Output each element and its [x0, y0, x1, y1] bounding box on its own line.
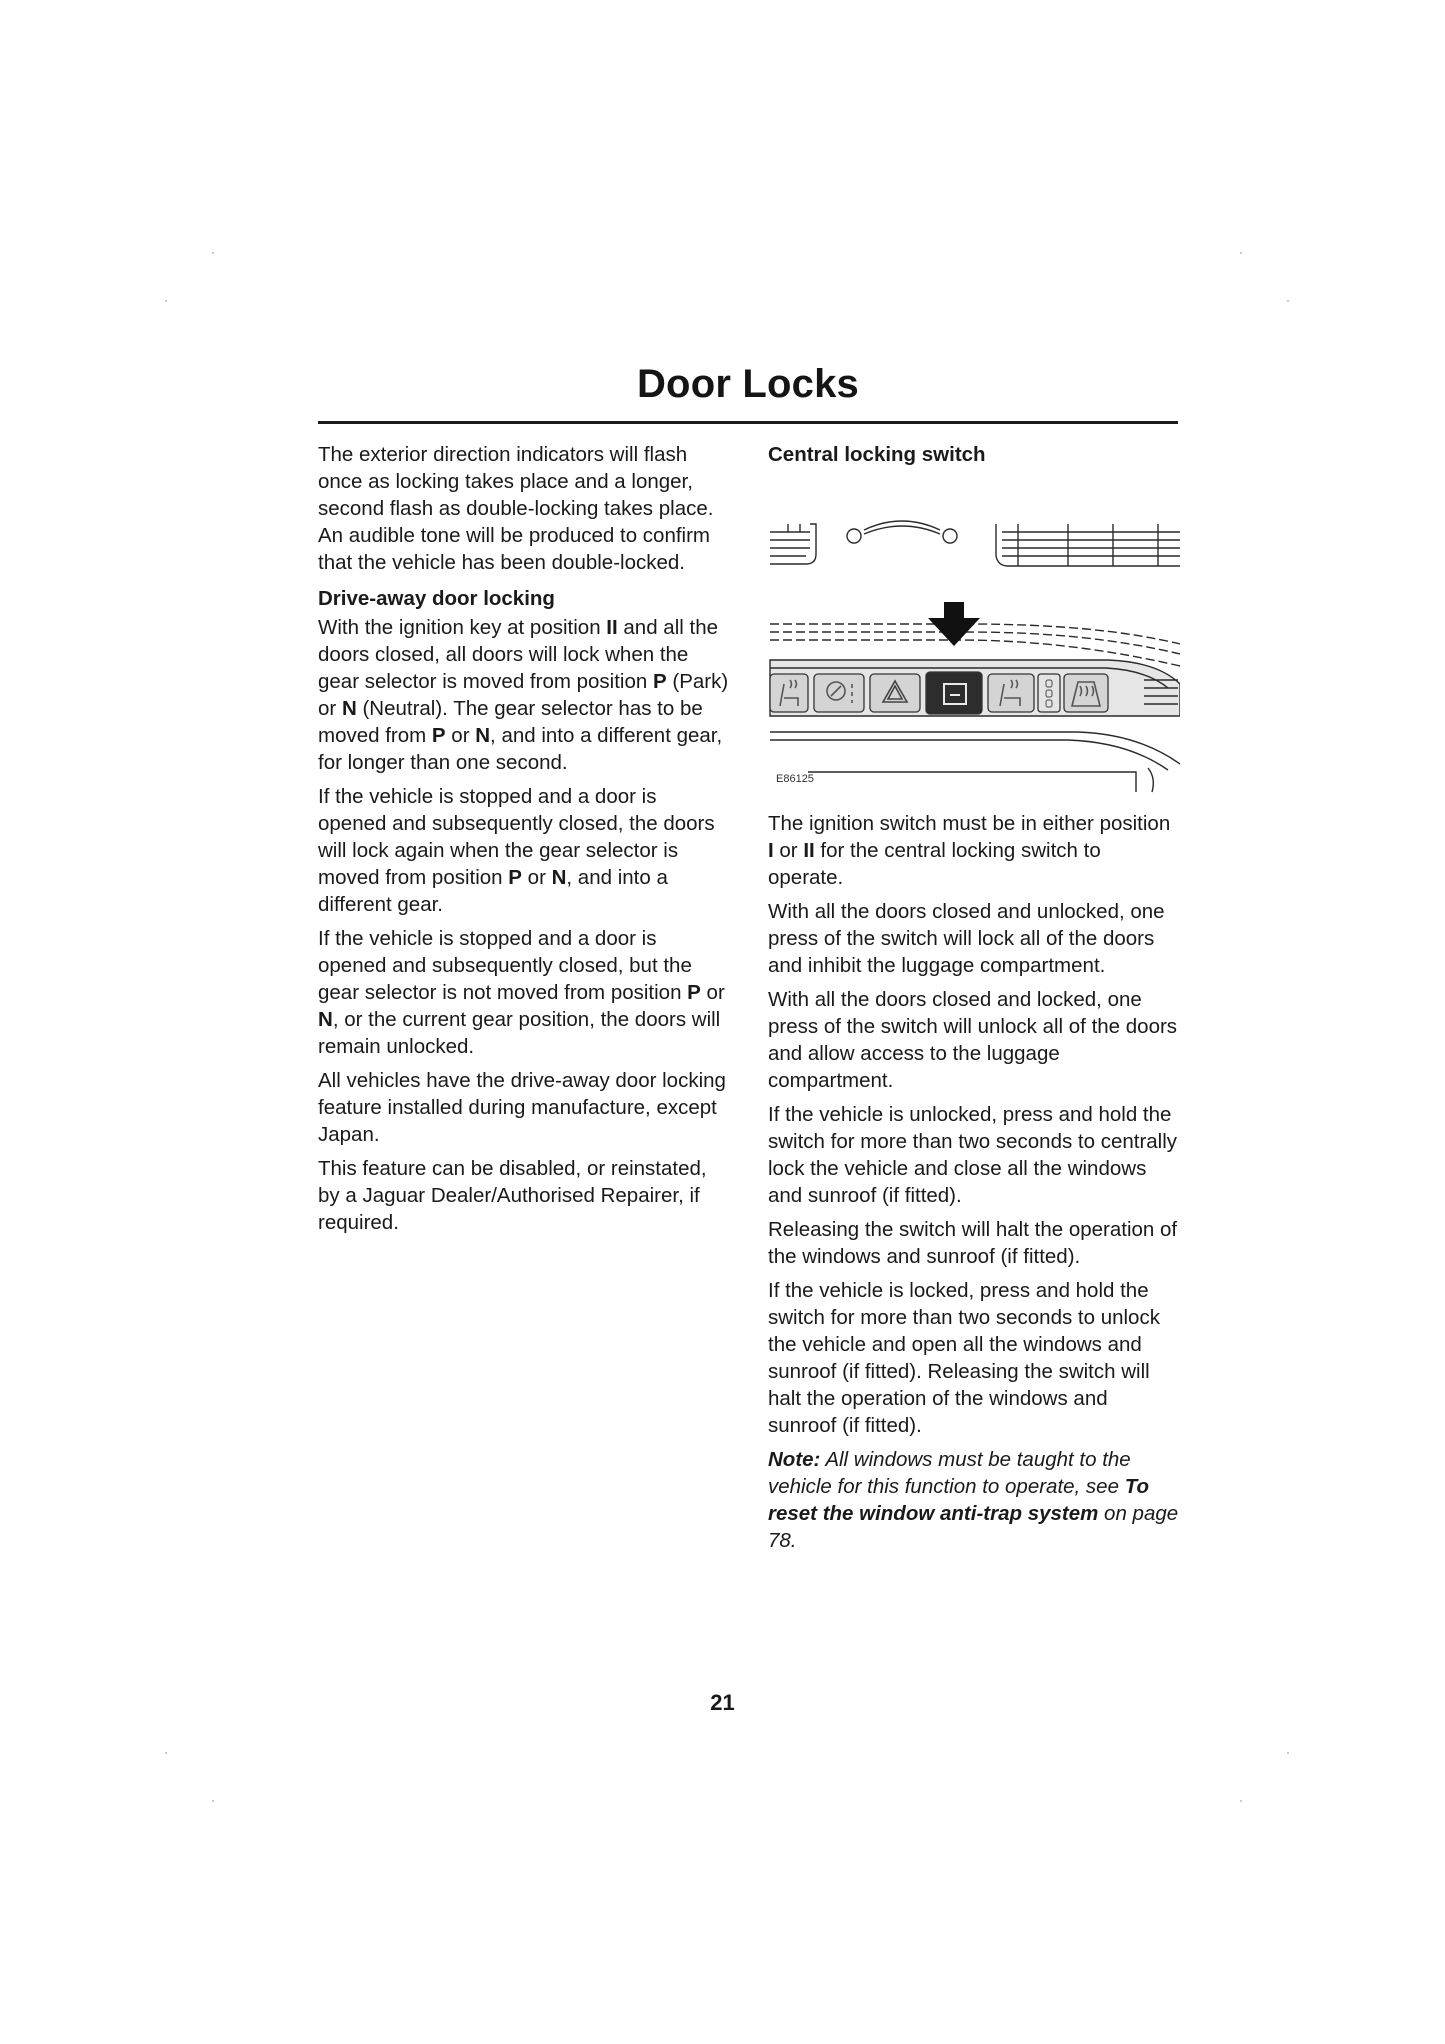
page-number: 21 — [710, 1690, 735, 1715]
title-rule — [318, 421, 1178, 424]
central-locking-heading: Central locking switch — [768, 443, 986, 466]
central-locking-paragraph-2: With all the doors closed and unlocked, one press of the switch will lock all of the doors and inhibit the luggage compartment. — [768, 900, 1165, 977]
cross-reference-link[interactable]: To reset the window anti-trap system — [768, 1475, 1149, 1525]
central-locking-paragraph-5: Releasing the switch will halt the operation of the windows and sunroof (if fitted). — [768, 1218, 1178, 1268]
crop-mark — [165, 300, 167, 302]
central-locking-paragraph-4: If the vehicle is unlocked, press and hold the switch for more than two seconds to centrally lock the vehicle and close all the windows and sunroof (if fitted). — [768, 1103, 1178, 1207]
left-column — [318, 441, 730, 1243]
switch-panel-drawing — [768, 484, 1180, 804]
central-locking-paragraph-1: The ignition switch must be in either position I or II for the central locking switch to operate. — [768, 812, 1171, 889]
crop-mark — [212, 1800, 214, 1802]
switch-panel-illustration — [768, 484, 1180, 804]
crop-mark — [165, 1752, 167, 1754]
crop-mark — [1287, 300, 1289, 302]
crop-mark — [1240, 1800, 1242, 1802]
drive-away-paragraph-4: All vehicles have the drive-away door locking feature installed during manufacture, except Japan. — [318, 1069, 726, 1146]
drive-away-paragraph-1: With the ignition key at position II and all the doors closed, all doors will lock when the gear selector is moved from position P (Park) or N (Neutral). The gear selector has to be moved from P or N, and into a different gear, for longer than one second. — [318, 616, 729, 774]
figure-code: E86125 — [776, 773, 814, 785]
crop-mark — [1240, 252, 1242, 254]
drive-away-paragraph-2: If the vehicle is stopped and a door is opened and subsequently closed, the doors will lock again when the gear selector is moved from position P or N, and into a different gear. — [318, 785, 715, 916]
right-column — [768, 441, 1180, 1561]
drive-away-paragraph-5: This feature can be disabled, or reinstated, by a Jaguar Dealer/Authorised Repairer, if required. — [318, 1157, 707, 1234]
crop-mark — [1287, 1752, 1289, 1754]
note-paragraph: Note: All windows must be taught to the vehicle for this function to operate, see To reset the window anti-trap system on page 78. — [768, 1448, 1179, 1552]
intro-paragraph: The exterior direction indicators will flash once as locking takes place and a longer, second flash as double-locking takes place. An audible tone will be produced to confirm that the vehicle has been double-locked. — [318, 443, 714, 574]
down-arrow-icon — [928, 602, 980, 646]
drive-away-heading: Drive-away door locking — [318, 587, 555, 610]
central-locking-paragraph-6: If the vehicle is locked, press and hold the switch for more than two seconds to unlock the vehicle and open all the windows and sunroof (if fitted). Releasing the switch will halt the operation of the windows and sunroof (if fitted). — [768, 1279, 1160, 1437]
page-title: Door Locks — [636, 362, 860, 406]
drive-away-paragraph-3: If the vehicle is stopped and a door is opened and subsequently closed, but the gear selector is not moved from position P or N, or the current gear position, the doors will remain unlocked. — [318, 927, 725, 1058]
central-locking-paragraph-3: With all the doors closed and locked, one press of the switch will unlock all of the doors and allow access to the luggage compartment. — [768, 988, 1178, 1092]
crop-mark — [212, 252, 214, 254]
